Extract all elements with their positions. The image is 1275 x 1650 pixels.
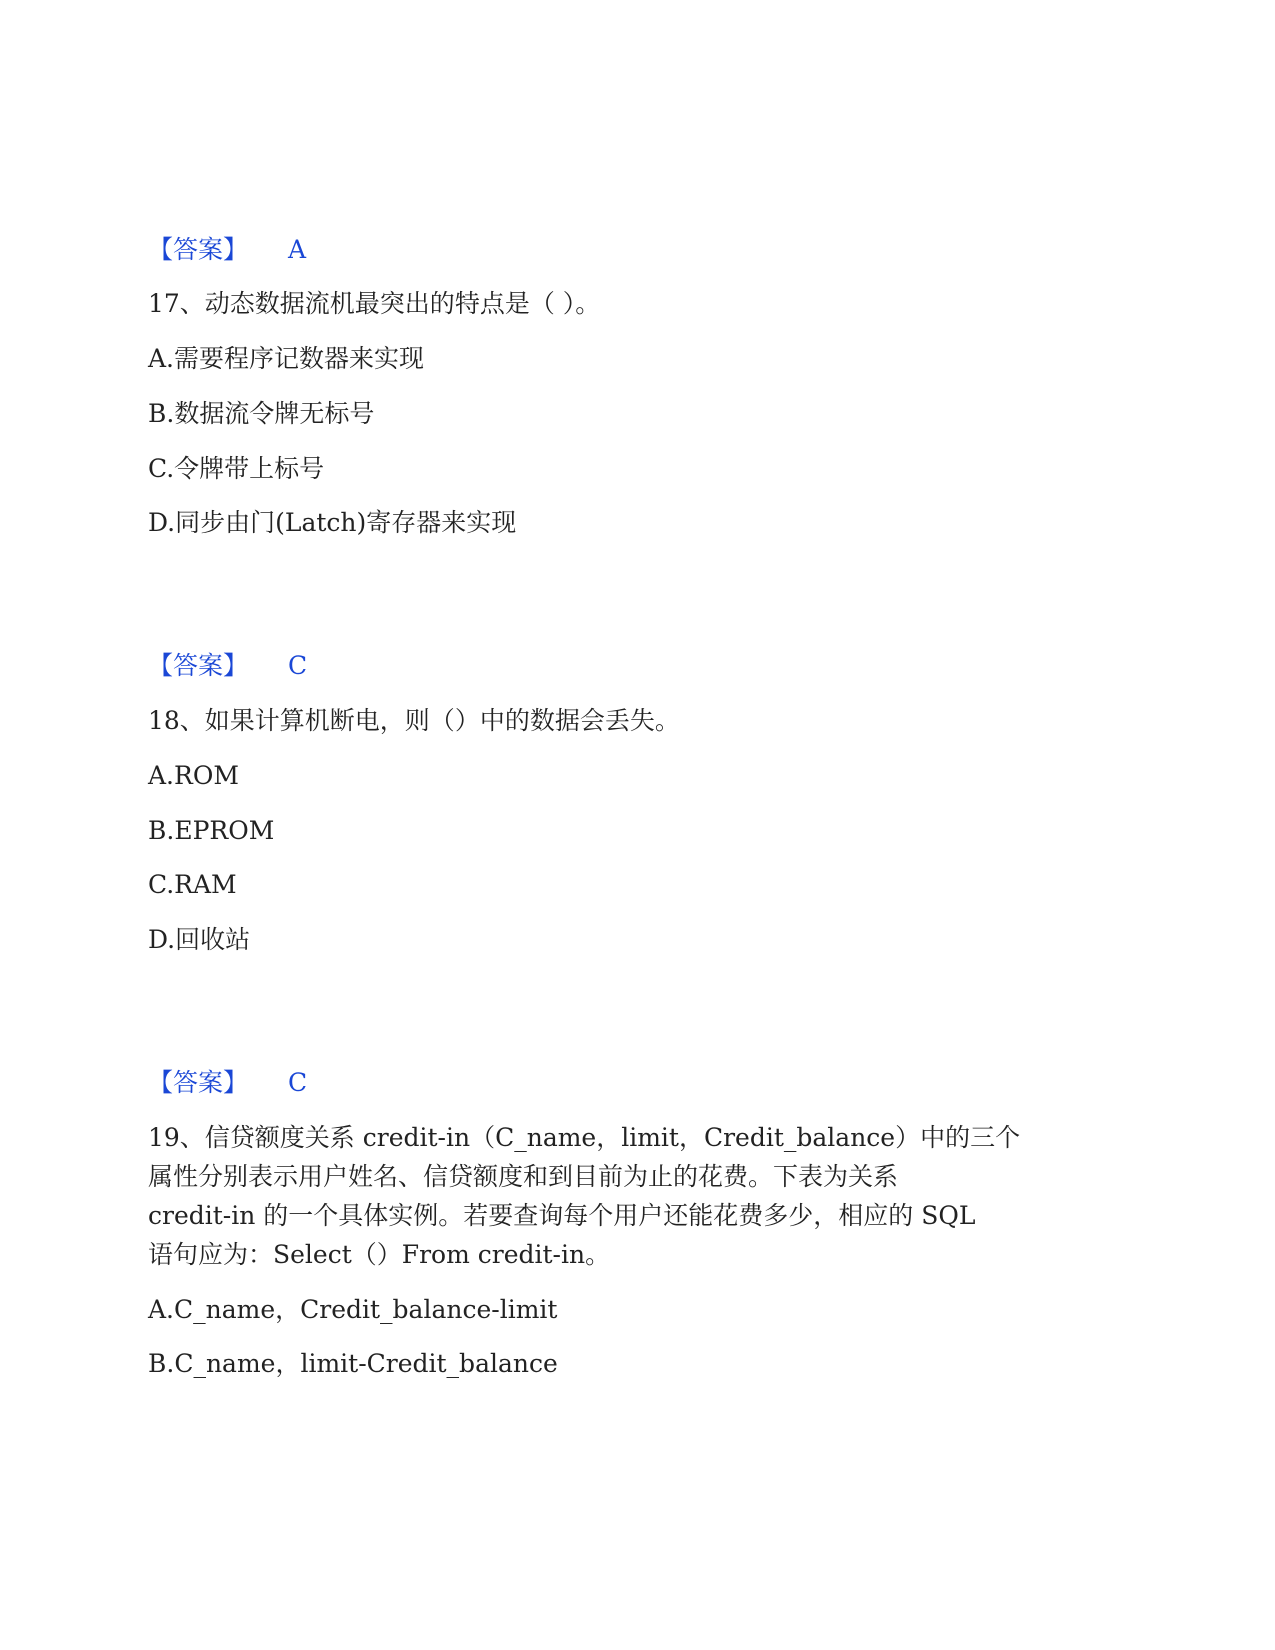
option-c: C.RAM (148, 870, 237, 899)
option-a: A.需要程序记数器来实现 (148, 344, 425, 373)
option-a: A.C_name，Credit_balance-limit (148, 1295, 558, 1324)
question-17: 17、动态数据流机最突出的特点是（ ）。 (148, 289, 601, 318)
answer-line (148, 1063, 307, 1103)
question-19-line: credit-in 的一个具体实例。若要查询每个用户还能花费多少，相应的 SQL (148, 1201, 976, 1230)
option-b: B.数据流令牌无标号 (148, 399, 375, 428)
answer-line (148, 646, 307, 686)
question-19-line: 语句应为：Select（）From credit-in。 (148, 1240, 611, 1269)
answer-value: C (288, 651, 308, 680)
option-a: A.ROM (148, 761, 239, 790)
option-c: C.令牌带上标号 (148, 454, 325, 483)
question-18: 18、如果计算机断电，则（）中的数据会丢失。 (148, 706, 680, 735)
option-b: B.EPROM (148, 816, 275, 845)
question-19-line: 19、信贷额度关系 credit-in（C_name，limit，Credit_balance）中的三个 (148, 1123, 1021, 1152)
answer-label: 【答案】 (148, 235, 249, 264)
answer-line (148, 230, 306, 270)
answer-label: 【答案】 (148, 651, 249, 680)
answer-value: A (288, 235, 307, 264)
option-d: D.回收站 (148, 925, 251, 954)
option-b: B.C_name，limit-Credit_balance (148, 1349, 558, 1378)
answer-value: C (288, 1068, 308, 1097)
answer-label: 【答案】 (148, 1068, 249, 1097)
option-d: D.同步由门(Latch)寄存器来实现 (148, 508, 517, 537)
question-19-line: 属性分别表示用户姓名、信贷额度和到目前为止的花费。下表为关系 (148, 1162, 899, 1191)
